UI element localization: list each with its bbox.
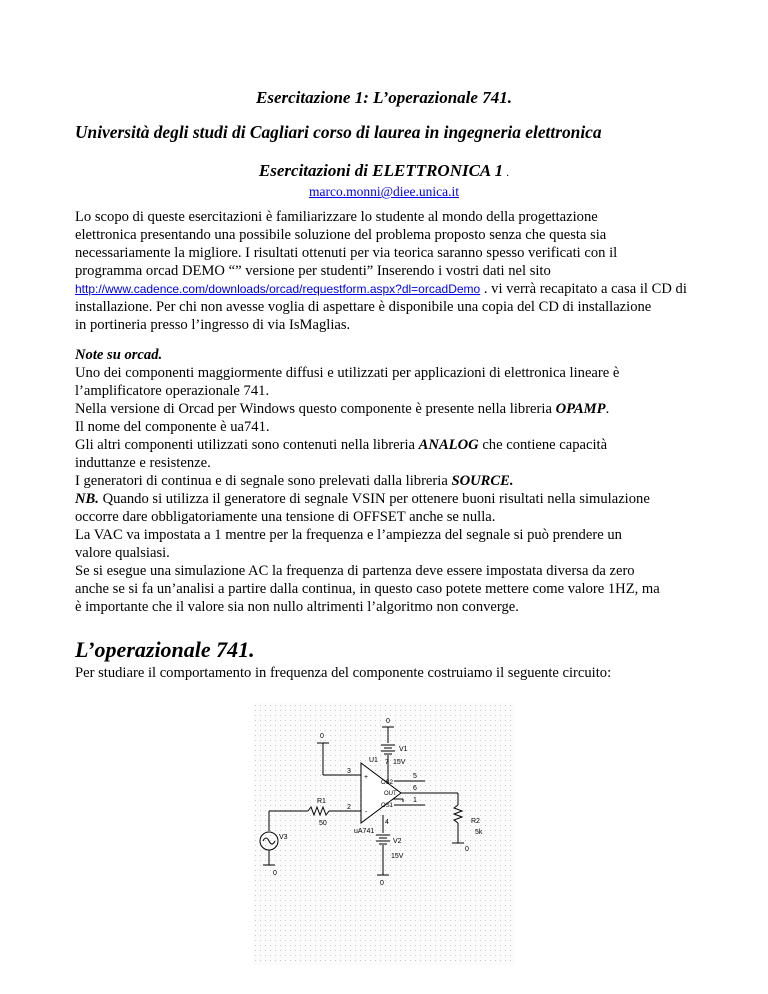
notes-line-3-end: . [605, 401, 610, 417]
pin2-label: 2 [347, 804, 351, 811]
circuit-svg [253, 703, 515, 965]
intro-line-4: programma orcad DEMO “” versione per studenti” Inserendo i vostri dati nel sito [75, 263, 551, 279]
pin3-label: 3 [347, 768, 351, 775]
v2-label: V2 [393, 838, 402, 845]
email-link[interactable]: marco.monni@diee.unica.it [308, 184, 459, 199]
notes-line-3 [75, 400, 609, 418]
notes-line-5 [75, 436, 607, 454]
notes-line-5-end: che contiene capacità [478, 437, 608, 453]
gnd-bottom-label: 0 [380, 880, 384, 887]
pin7-label: 7 [385, 759, 389, 766]
intro-line-5 [75, 280, 687, 298]
notes-line-14: è importante che il valore sia non nullo altrimenti l’algoritmo non converge. [75, 599, 519, 615]
intro-line-3: necessariamente la migliore. I risultati ottenuti per via teorica saranno spesso verificati con il [75, 245, 618, 261]
circuit-schematic [253, 703, 515, 965]
intro-line-6: installazione. Per chi non avesse voglia di aspettare è disponibile una copia del CD di installazione [75, 299, 652, 315]
gnd-left-label: 0 [320, 733, 324, 740]
notes-line-8 [75, 490, 650, 508]
library-source: SOURCE. [451, 473, 514, 489]
notes-line-9: occorre dare obbligatoriamente una tensione di OFFSET anche se nulla. [75, 509, 496, 525]
r1-label: R1 [317, 798, 326, 805]
notes-line-4: Il nome del componente è ua741. [75, 419, 270, 435]
v3-label: V3 [279, 834, 288, 841]
intro-url-suffix: . vi verrà recapitato a casa il CD di [480, 281, 687, 297]
notes-line-12: Se si esegue una simulazione AC la frequenza di partenza deve essere impostata diversa da zero [75, 563, 635, 579]
notes-line-6: induttanze e resistenze. [75, 455, 211, 471]
r1-value: 50 [319, 820, 327, 827]
pin6-label: 6 [413, 785, 417, 792]
out-label: OUT [384, 791, 397, 797]
university-line: Università degli studi di Cagliari corso di laurea in ingegneria elettronica [75, 122, 602, 142]
course-line [0, 161, 768, 181]
notes-line-5-text: Gli altri componenti utilizzati sono contenuti nella libreria [75, 437, 419, 453]
v2-value: 15V [391, 853, 404, 860]
r2-label: R2 [471, 818, 480, 825]
course-suffix: . [503, 165, 510, 179]
notes-line-11: valore qualsiasi. [75, 545, 170, 561]
os2-label: OS2 [381, 780, 394, 786]
v1-value: 15V [393, 759, 406, 766]
notes-line-2: l’amplificatore operazionale 741. [75, 383, 270, 399]
orcad-download-link[interactable]: http://www.cadence.com/downloads/orcad/requestform.aspx?dl=orcadDemo [75, 282, 481, 296]
notes-line-13: anche se si fa un’analisi a partire dalla continua, in questo caso potete mettere come valore 1HZ, ma [75, 581, 660, 597]
pin1-label: 1 [413, 797, 417, 804]
gnd-right-label: 0 [465, 846, 469, 853]
intro-line-1: Lo scopo di queste esercitazioni è familiarizzare lo studente al mondo della progettazione [75, 209, 598, 225]
os1-label: OS1 [381, 803, 394, 809]
gnd-bottom-left-label: 0 [273, 870, 277, 877]
notes-line-3-text: Nella versione di Orcad per Windows questo componente è presente nella libreria [75, 401, 556, 417]
library-opamp: OPAMP [555, 401, 606, 417]
v1-label: V1 [399, 746, 408, 753]
u1-label: U1 [369, 757, 378, 764]
pin5-label: 5 [413, 773, 417, 780]
library-analog: ANALOG [418, 437, 479, 453]
notes-line-10: La VAC va impostata a 1 mentre per la frequenza e l’ampiezza del segnale si può prendere un [75, 527, 622, 543]
nb-label: NB. [75, 491, 99, 507]
r2-value: 5k [475, 829, 483, 836]
document-title: Esercitazione 1: L’operazionale 741. [256, 88, 512, 107]
intro-line-7: in portineria presso l’ingresso di via IsMaglias. [75, 317, 351, 333]
intro-line-2: elettronica presentando una possibile soluzione del problema proposto senza che questa sia [75, 227, 607, 243]
notes-line-8-text: Quando si utilizza il generatore di segnale VSIN per ottenere buoni risultati nella simulazione [98, 491, 650, 507]
notes-line-1: Uno dei componenti maggiormente diffusi e utilizzati per applicazioni di elettronica lineare è [75, 365, 620, 381]
notes-line-7-text: I generatori di continua e di segnale sono prelevati dalla libreria [75, 473, 452, 489]
gnd-top-label: 0 [386, 718, 390, 725]
notes-line-7 [75, 472, 514, 490]
section-heading: L’operazionale 741. [75, 637, 255, 662]
plus-label: + [364, 774, 369, 781]
minus-label: - [365, 809, 368, 816]
ua741-label: uA741 [354, 828, 375, 835]
notes-heading: Note su orcad. [75, 347, 163, 363]
pin4-label: 4 [385, 819, 389, 826]
course-title: Esercitazioni di ELETTRONICA 1 [258, 161, 504, 180]
section-text: Per studiare il comportamento in frequenza del componente costruiamo il seguente circuito: [75, 665, 612, 681]
